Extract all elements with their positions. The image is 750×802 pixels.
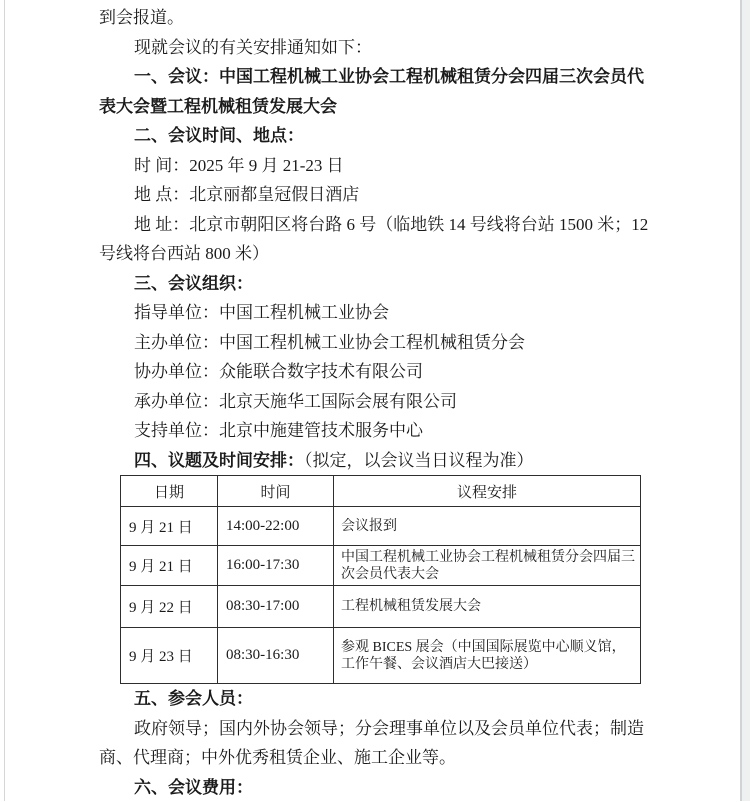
paragraph-line: 时 间：2025 年 9 月 21-23 日 bbox=[99, 151, 659, 181]
agenda-cell: 9 月 21 日 bbox=[121, 546, 218, 586]
paragraph-line: 六、会议费用： bbox=[99, 773, 659, 802]
agenda-column-header: 日期 bbox=[121, 476, 218, 507]
paragraph-line: 二、会议时间、地点： bbox=[99, 121, 659, 151]
agenda-column-header: 时间 bbox=[218, 476, 334, 507]
agenda-table-header-row bbox=[121, 476, 641, 507]
agenda-cell: 14:00-22:00 bbox=[218, 507, 334, 546]
agenda-row bbox=[121, 546, 641, 586]
agenda-row bbox=[121, 628, 641, 684]
paragraph-line: 现就会议的有关安排通知如下： bbox=[99, 33, 659, 63]
paragraph-line: 地 点：北京丽都皇冠假日酒店 bbox=[99, 180, 659, 210]
agenda-row bbox=[121, 586, 641, 628]
paragraph-line: 承办单位：北京天施华工国际会展有限公司 bbox=[99, 387, 659, 417]
agenda-cell: 9 月 22 日 bbox=[121, 586, 218, 628]
paragraph-line: 支持单位：北京中施建管技术服务中心 bbox=[99, 416, 659, 446]
agenda-cell: 工程机械租赁发展大会 bbox=[334, 586, 641, 628]
agenda-cell: 会议报到 bbox=[334, 507, 641, 546]
agenda-cell: 参观 BICES 展会（中国国际展览中心顺义馆，工作午餐、会议酒店大巴接送） bbox=[334, 628, 641, 684]
paragraph-line: 三、会议组织： bbox=[99, 269, 659, 299]
page-right-edge bbox=[740, 0, 742, 801]
document-body bbox=[99, 3, 659, 802]
agenda-cell: 08:30-17:00 bbox=[218, 586, 334, 628]
page-left-edge bbox=[4, 0, 5, 801]
agenda-cell: 9 月 23 日 bbox=[121, 628, 218, 684]
paragraph-line: 协办单位：众能联合数字技术有限公司 bbox=[99, 357, 659, 387]
paragraph-line: 到会报道。 bbox=[99, 3, 659, 33]
agenda-cell: 16:00-17:30 bbox=[218, 546, 334, 586]
paragraph-line: 地 址：北京市朝阳区将台路 6 号（临地铁 14 号线将台站 1500 米；12 bbox=[99, 210, 659, 240]
paragraph-line: 五、参会人员： bbox=[99, 684, 659, 714]
agenda-cell: 08:30-16:30 bbox=[218, 628, 334, 684]
paragraph-line: 指导单位：中国工程机械工业协会 bbox=[99, 298, 659, 328]
agenda-column-header: 议程安排 bbox=[334, 476, 641, 507]
page-right-margin-strip bbox=[742, 0, 750, 801]
paragraph-line: 表大会暨工程机械租赁发展大会 bbox=[99, 92, 659, 122]
paragraph-line: 政府领导；国内外协会领导；分会理事单位以及会员单位代表；制造 bbox=[99, 714, 659, 744]
paragraphs-before-table bbox=[99, 3, 659, 446]
agenda-table-body bbox=[121, 507, 641, 684]
paragraph-line: 主办单位：中国工程机械工业协会工程机械租赁分会 bbox=[99, 328, 659, 358]
agenda-row bbox=[121, 507, 641, 546]
paragraphs-after-table bbox=[99, 684, 659, 802]
agenda-cell: 9 月 21 日 bbox=[121, 507, 218, 546]
agenda-table bbox=[120, 475, 641, 684]
section-4-heading-note: （拟定，以会议当日议程为准） bbox=[304, 451, 534, 470]
agenda-cell: 中国工程机械工业协会工程机械租赁分会四届三次会员代表大会 bbox=[334, 546, 641, 586]
paragraph-line: 一、会议：中国工程机械工业协会工程机械租赁分会四届三次会员代 bbox=[99, 62, 659, 92]
paragraph-line: 商、代理商；中外优秀租赁企业、施工企业等。 bbox=[99, 743, 659, 773]
section-4-heading-bold: 四、议题及时间安排： bbox=[134, 451, 304, 470]
section-4-heading bbox=[99, 446, 659, 476]
paragraph-line: 号线将台西站 800 米） bbox=[99, 239, 659, 269]
